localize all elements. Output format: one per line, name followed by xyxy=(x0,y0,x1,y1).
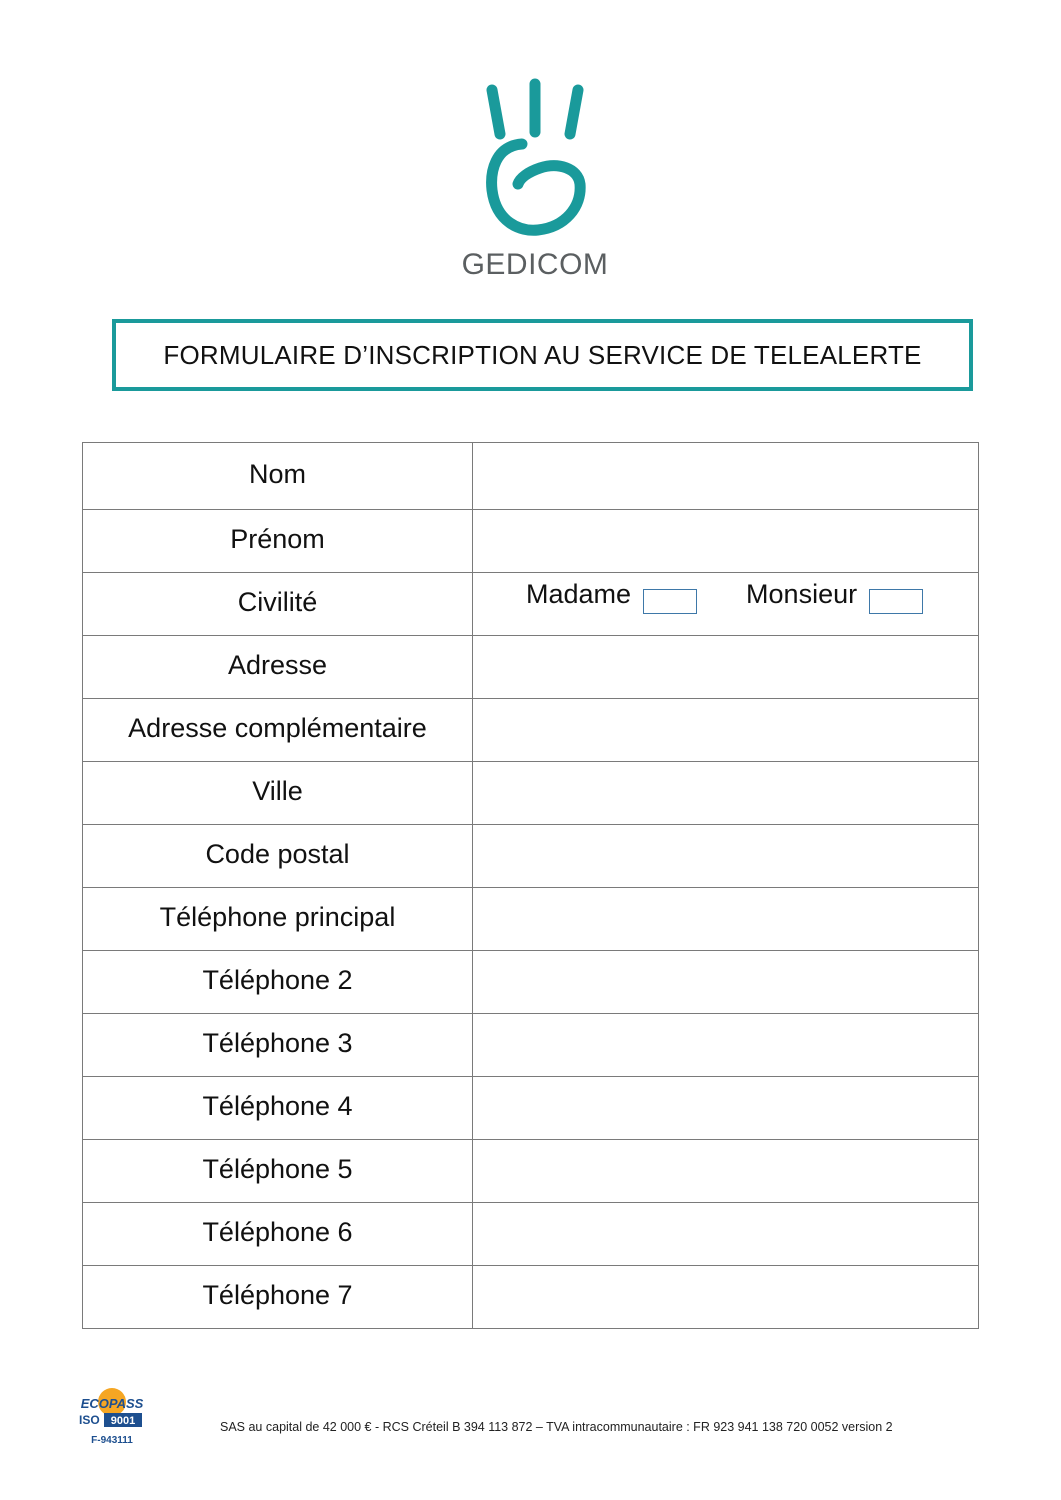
field-label: Téléphone 7 xyxy=(83,1266,473,1329)
telephone-2-input-cell[interactable] xyxy=(473,951,979,1014)
registration-form-table xyxy=(82,442,979,1329)
form-row-telephone-7 xyxy=(83,1266,979,1329)
form-row-telephone-2 xyxy=(83,951,979,1014)
form-row-code-postal xyxy=(83,825,979,888)
telephone-4-input-cell[interactable] xyxy=(473,1077,979,1140)
form-row-adresse xyxy=(83,636,979,699)
field-label: Civilité xyxy=(83,573,473,636)
field-label: Téléphone 6 xyxy=(83,1203,473,1266)
gedicom-logo xyxy=(440,72,630,292)
ecopass-badge-icon xyxy=(76,1388,148,1450)
civilite-options-cell xyxy=(473,573,979,636)
field-label: Téléphone 4 xyxy=(83,1077,473,1140)
ecopass-text: ECOPASS xyxy=(80,1396,144,1411)
monsieur-label: Monsieur xyxy=(746,579,858,609)
ville-input-cell[interactable] xyxy=(473,762,979,825)
form-row-adresse-complementaire xyxy=(83,699,979,762)
form-row-telephone-4 xyxy=(83,1077,979,1140)
field-label: Adresse xyxy=(83,636,473,699)
certificate-code-text: F-943111 xyxy=(91,1435,133,1446)
form-row-prenom xyxy=(83,510,979,573)
nom-input-cell[interactable] xyxy=(473,443,979,510)
field-label: Code postal xyxy=(83,825,473,888)
ecopass-iso-logo xyxy=(76,1388,148,1450)
legal-footer: SAS au capital de 42 000 € - RCS Créteil B 394 113 872 – TVA intracommunautaire : FR 923 941 138 720 0052 version 2 xyxy=(220,1420,893,1434)
prenom-input-cell[interactable] xyxy=(473,510,979,573)
field-label: Téléphone 3 xyxy=(83,1014,473,1077)
code-postal-input-cell[interactable] xyxy=(473,825,979,888)
hand-logo-icon xyxy=(480,72,590,242)
form-title-text: FORMULAIRE D’INSCRIPTION AU SERVICE DE TELEALERTE xyxy=(163,339,922,370)
form-row-telephone-6 xyxy=(83,1203,979,1266)
monsieur-checkbox[interactable] xyxy=(869,589,923,614)
form-row-civilite xyxy=(83,573,979,636)
field-label: Adresse complémentaire xyxy=(83,699,473,762)
telephone-3-input-cell[interactable] xyxy=(473,1014,979,1077)
telephone-principal-input-cell[interactable] xyxy=(473,888,979,951)
field-label: Téléphone 5 xyxy=(83,1140,473,1203)
form-title xyxy=(112,319,973,391)
telephone-5-input-cell[interactable] xyxy=(473,1140,979,1203)
adresse-input-cell[interactable] xyxy=(473,636,979,699)
adresse-complementaire-input-cell[interactable] xyxy=(473,699,979,762)
field-label: Nom xyxy=(83,443,473,510)
madame-checkbox[interactable] xyxy=(643,589,697,614)
field-label: Prénom xyxy=(83,510,473,573)
telephone-6-input-cell[interactable] xyxy=(473,1203,979,1266)
madame-label: Madame xyxy=(526,579,632,609)
option-monsieur xyxy=(746,579,923,614)
form-row-nom xyxy=(83,443,979,510)
iso-number-text: 9001 xyxy=(110,1415,136,1427)
brand-name: GEDICOM xyxy=(461,248,609,281)
form-row-telephone-5 xyxy=(83,1140,979,1203)
form-row-telephone-3 xyxy=(83,1014,979,1077)
iso-text: ISO xyxy=(79,1413,100,1427)
field-label: Ville xyxy=(83,762,473,825)
field-label: Téléphone 2 xyxy=(83,951,473,1014)
form-row-telephone-principal xyxy=(83,888,979,951)
option-madame xyxy=(526,579,697,614)
field-label: Téléphone principal xyxy=(83,888,473,951)
telephone-7-input-cell[interactable] xyxy=(473,1266,979,1329)
form-row-ville xyxy=(83,762,979,825)
